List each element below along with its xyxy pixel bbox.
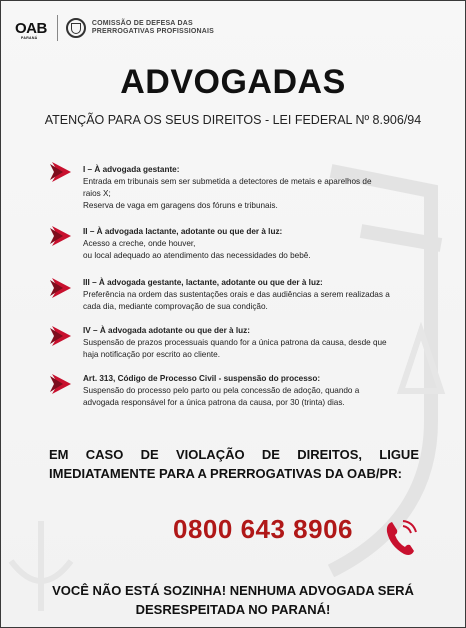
page-title: ADVOGADAS <box>120 63 346 101</box>
right-item-line: cada dia, mediante comprovação de sua condição. <box>83 302 268 311</box>
cta-line-1: EM CASO DE VIOLAÇÃO DE DIREITOS, LIGUE <box>49 447 419 462</box>
chevron-arrow-icon <box>49 325 73 347</box>
closing-message <box>1 581 465 619</box>
right-item-title: II – À advogada lactante, adotante ou que der à luz: <box>83 227 283 236</box>
right-item-title: IV – À advogada adotante ou que der à luz: <box>83 326 250 335</box>
right-item-line: Suspensão do processo pelo parto ou pela concessão de adoção, quando a <box>83 386 360 395</box>
chevron-arrow-icon <box>49 373 73 395</box>
closing-line-1: VOCÊ NÃO ESTÁ SOZINHA! NENHUMA ADVOGADA SERÁ <box>52 583 414 598</box>
chevron-arrow-icon <box>49 225 73 247</box>
right-item-text <box>83 277 433 313</box>
right-item-text <box>83 325 433 361</box>
header <box>15 13 214 43</box>
right-item-text <box>83 226 433 262</box>
right-item-line: Acesso a creche, onde houver, <box>83 239 196 248</box>
page-subtitle: ATENÇÃO PARA OS SEUS DIREITOS - LEI FEDERAL Nº 8.906/94 <box>44 113 422 127</box>
oab-logo-subtext: PARANÁ <box>21 35 38 40</box>
right-item-text <box>83 373 433 409</box>
right-item-title: I – À advogada gestante: <box>83 165 180 174</box>
commission-line-2: PRERROGATIVAS PROFISSIONAIS <box>91 28 215 35</box>
closing-line-2: DESRESPEITADA NO PARANÁ! <box>135 602 331 617</box>
right-item-line: Entrada em tribunais sem ser submetida a detectores de metais e aparelhos de <box>83 177 372 186</box>
chevron-arrow-icon <box>49 277 73 299</box>
right-item-line: ou local adequado ao atendimento das necessidades do bebê. <box>83 251 311 260</box>
right-item-line: Suspensão de prazos processuais quando for a única patrona da causa, desde que <box>83 338 387 347</box>
right-item-line: Preferência na ordem das sustentações orais e das audiências a serem realizadas a <box>83 290 390 299</box>
phone-icon <box>384 518 418 558</box>
right-item-title: III – À advogada gestante, lactante, adotante ou que der à luz: <box>83 278 323 287</box>
commission-name <box>92 20 214 37</box>
chevron-arrow-icon <box>49 161 73 183</box>
oab-logo-text: OAB <box>15 19 47 37</box>
right-item-text <box>83 164 433 212</box>
right-item-line: raios X; <box>83 189 111 198</box>
right-item-line: haja notificação por escrito ao cliente. <box>83 350 220 359</box>
cta-line-2: IMEDIATAMENTE PARA A PRERROGATIVAS DA OAB/PR: <box>49 466 402 481</box>
right-item-line: advogada responsável for a única patrona da causa, por 30 (trinta) dias. <box>83 398 345 407</box>
header-divider <box>57 15 58 41</box>
commission-seal-icon <box>66 18 86 38</box>
oab-logo <box>15 19 47 40</box>
right-item-line: Reserva de vaga em garagens dos fóruns e tribunais. <box>83 201 278 210</box>
call-to-action <box>49 445 419 483</box>
right-item-title: Art. 313, Código de Processo Civil - suspensão do processo: <box>83 374 321 383</box>
phone-number[interactable]: 0800 643 8906 <box>173 514 354 544</box>
commission-line-1: COMISSÃO DE DEFESA DAS <box>91 19 193 27</box>
